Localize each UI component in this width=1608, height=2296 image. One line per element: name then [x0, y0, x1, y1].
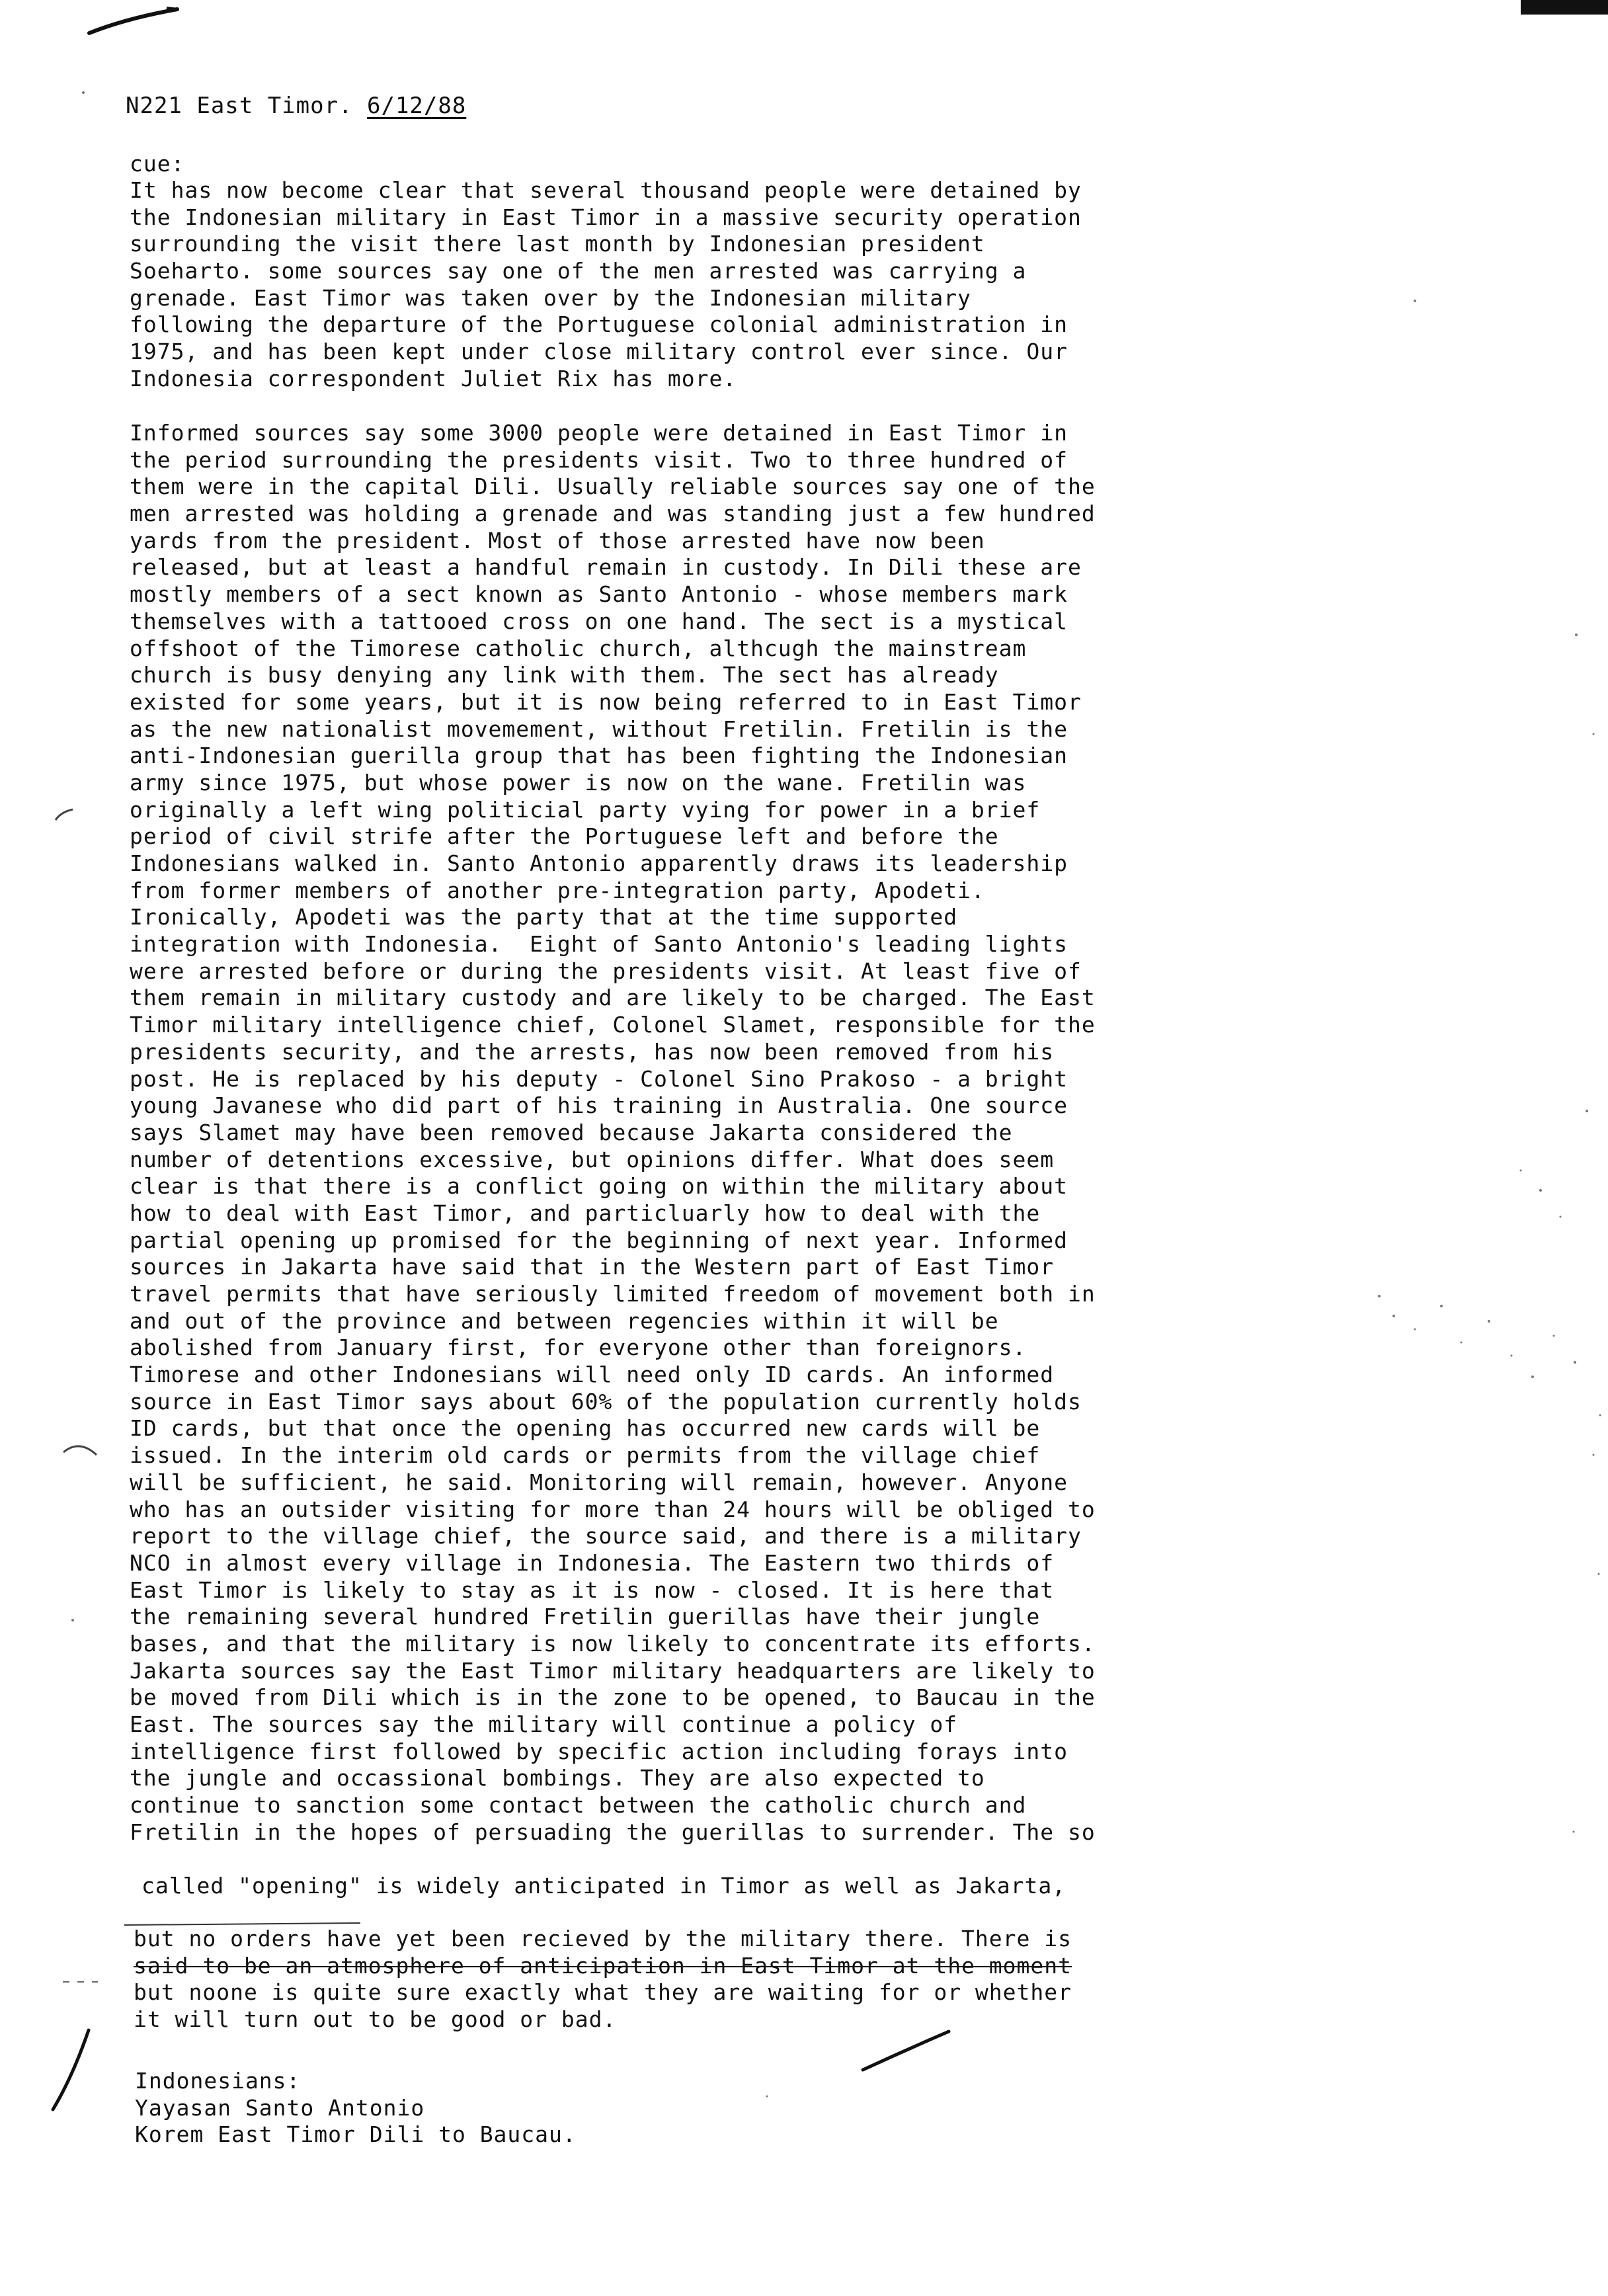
report-line: themselves with a tattooed cross on one hand. The sect is a mystical [130, 608, 1068, 634]
intro-line: Indonesia correspondent Juliet Rix has more. [130, 365, 737, 391]
report-line: Timorese and other Indonesians will need only ID cards. An informed [130, 1362, 1055, 1388]
report-line: them remain in military custody and are likely to be charged. The East [130, 985, 1096, 1011]
intro-line: the Indonesian military in East Timor in a massive security operation [130, 204, 1082, 230]
report-line: presidents security, and the arrests, has now been removed from his [130, 1038, 1055, 1065]
closing-paragraph [134, 1926, 1072, 2033]
margin-mark-left-1 [56, 809, 73, 820]
scribble-line [124, 1923, 360, 1925]
report-line: East. The sources say the military will continue a policy of [130, 1711, 958, 1737]
report-line: Informed sources say some 3000 people were detained in East Timor in [130, 420, 1068, 446]
report-line: anti-Indonesian guerilla group that has been fighting the Indonesian [130, 743, 1068, 769]
names-section [135, 2068, 577, 2149]
intro-paragraph [130, 177, 1082, 393]
report-line: the jungle and occassional bombings. They are also expected to [130, 1765, 985, 1791]
report-line: offshoot of the Timorese catholic church, althcugh the mainstream [130, 635, 1027, 661]
pen-stroke-top [89, 9, 177, 33]
report-line: young Javanese who did part of his training in Australia. One source [130, 1092, 1068, 1119]
report-line: number of detentions excessive, but opinions differ. What does seem [130, 1146, 1055, 1172]
report-line: originally a left wing politicial party vying for power in a brief [130, 796, 1041, 823]
report-line: Jakarta sources say the East Timor military headquarters are likely to [130, 1657, 1096, 1684]
closing-line: but noone is quite sure exactly what they are waiting for or whether [134, 1979, 1072, 2005]
report-line: were arrested before or during the presidents visit. At least five of [130, 958, 1082, 984]
report-line: Fretilin in the hopes of persuading the guerillas to surrender. The so [130, 1819, 1096, 1845]
intro-line: following the departure of the Portuguese colonial administration in [130, 311, 1068, 338]
report-line: how to deal with East Timor, and particluarly how to deal with the [130, 1200, 1041, 1226]
document-date: 6/12/88 [367, 93, 467, 119]
report-line: yards from the president. Most of those arrested have now been [130, 527, 985, 554]
report-line: be moved from Dili which is in the zone to be opened, to Baucau in the [130, 1684, 1096, 1711]
report-line: sources in Jakarta have said that in the Western part of East Timor [130, 1254, 1055, 1280]
continuation-text: called "opening" is widely anticipated in Timor as well as Jakarta, [141, 1873, 1066, 1899]
report-line: intelligence first followed by specific action including forays into [130, 1738, 1068, 1764]
report-line: the remaining several hundred Fretilin guerillas have their jungle [130, 1604, 1041, 1630]
report-line: will be sufficient, he said. Monitoring will remain, however. Anyone [130, 1469, 1068, 1495]
closing-line: it will turn out to be good or bad. [134, 2006, 617, 2032]
document-header [126, 93, 466, 119]
intro-line: 1975, and has been kept under close military control ever since. Our [130, 339, 1068, 365]
report-line: says Slamet may have been removed because Jakarta considered the [130, 1119, 1013, 1145]
report-line: ID cards, but that once the opening has occurred new cards will be [130, 1415, 1041, 1442]
report-line: NCO in almost every village in Indonesia. The Eastern two thirds of [130, 1549, 1055, 1576]
report-line: released, but at least a handful remain in custody. In Dili these are [130, 554, 1082, 581]
name-entry: Korem East Timor Dili to Baucau. [135, 2121, 577, 2147]
report-line: post. He is replaced by his deputy - Colonel Sino Prakoso - a bright [130, 1065, 1068, 1092]
struck-through-line: said to be an atmosphere of anticipation in East Timor at the moment [134, 1952, 1072, 1979]
names-label: Indonesians: [135, 2068, 301, 2094]
report-body [130, 420, 1096, 1846]
intro-line: grenade. East Timor was taken over by the Indonesian military [130, 284, 971, 311]
report-line: men arrested was holding a grenade and was standing just a few hundred [130, 501, 1096, 527]
report-line: travel permits that have seriously limited freedom of movement both in [130, 1281, 1096, 1307]
report-line: clear is that there is a conflict going on within the military about [130, 1173, 1068, 1200]
report-line: period of civil strife after the Portuguese left and before the [130, 823, 999, 850]
report-line: them were in the capital Dili. Usually reliable sources say one of the [130, 473, 1096, 500]
report-line: the period surrounding the presidents visit. Two to three hundred of [130, 446, 1068, 473]
report-line: Ironically, Apodeti was the party that at the time supported [130, 904, 958, 930]
pen-stroke-bottom-left [53, 2030, 89, 2110]
report-line: integration with Indonesia. Eight of Santo Antonio's leading lights [130, 931, 1068, 958]
pen-stroke-bottom [863, 2031, 949, 2070]
report-line: abolished from January first, for everyone other than foreignors. [130, 1334, 1027, 1361]
report-line: who has an outsider visiting for more than 24 hours will be obliged to [130, 1496, 1096, 1522]
continuation-line [141, 1873, 1066, 1900]
intro-line: surrounding the visit there last month by Indonesian president [130, 231, 985, 257]
report-line: bases, and that the military is now likely to concentrate its efforts. [130, 1630, 1096, 1657]
report-line: existed for some years, but it is now being referred to in East Timor [130, 688, 1082, 715]
intro-line: Soeharto. some sources say one of the men arrested was carrying a [130, 258, 1027, 284]
closing-line: but no orders have yet been recieved by the military there. There is [134, 1926, 1072, 1951]
report-line: source in East Timor says about 60% of the population currently holds [130, 1388, 1082, 1414]
pen-stroke-hook [167, 8, 179, 9]
report-line: army since 1975, but whose power is now on the wane. Fretilin was [130, 769, 1027, 796]
report-line: report to the village chief, the source said, and there is a military [130, 1523, 1082, 1549]
intro-line: It has now become clear that several thousand people were detained by [130, 177, 1082, 203]
report-line: East Timor is likely to stay as it is now - closed. It is here that [130, 1577, 1055, 1603]
report-line: mostly members of a sect known as Santo Antonio - whose members mark [130, 581, 1068, 608]
scan-edge-top-right [1521, 0, 1608, 15]
margin-mark-left-2 [63, 1446, 97, 1455]
report-line: Timor military intelligence chief, Colonel Slamet, responsible for the [130, 1012, 1096, 1038]
report-line: Indonesians walked in. Santo Antonio apparently draws its leadership [130, 850, 1068, 876]
report-line: continue to sanction some contact between the catholic church and [130, 1792, 1027, 1819]
report-line: and out of the province and between regencies within it will be [130, 1307, 999, 1334]
report-line: church is busy denying any link with them. The sect has already [130, 662, 999, 688]
report-line: issued. In the interim old cards or permits from the village chief [130, 1442, 1041, 1469]
slug-label: N221 East Timor. [126, 93, 353, 119]
cue-label: cue: [130, 151, 185, 177]
report-line: as the new nationalist movemement, without Fretilin. Fretilin is the [130, 716, 1068, 742]
report-line: partial opening up promised for the beginning of next year. Informed [130, 1227, 1068, 1253]
name-entry: Yayasan Santo Antonio [135, 2094, 425, 2121]
report-line: from former members of another pre-integration party, Apodeti. [130, 877, 985, 903]
